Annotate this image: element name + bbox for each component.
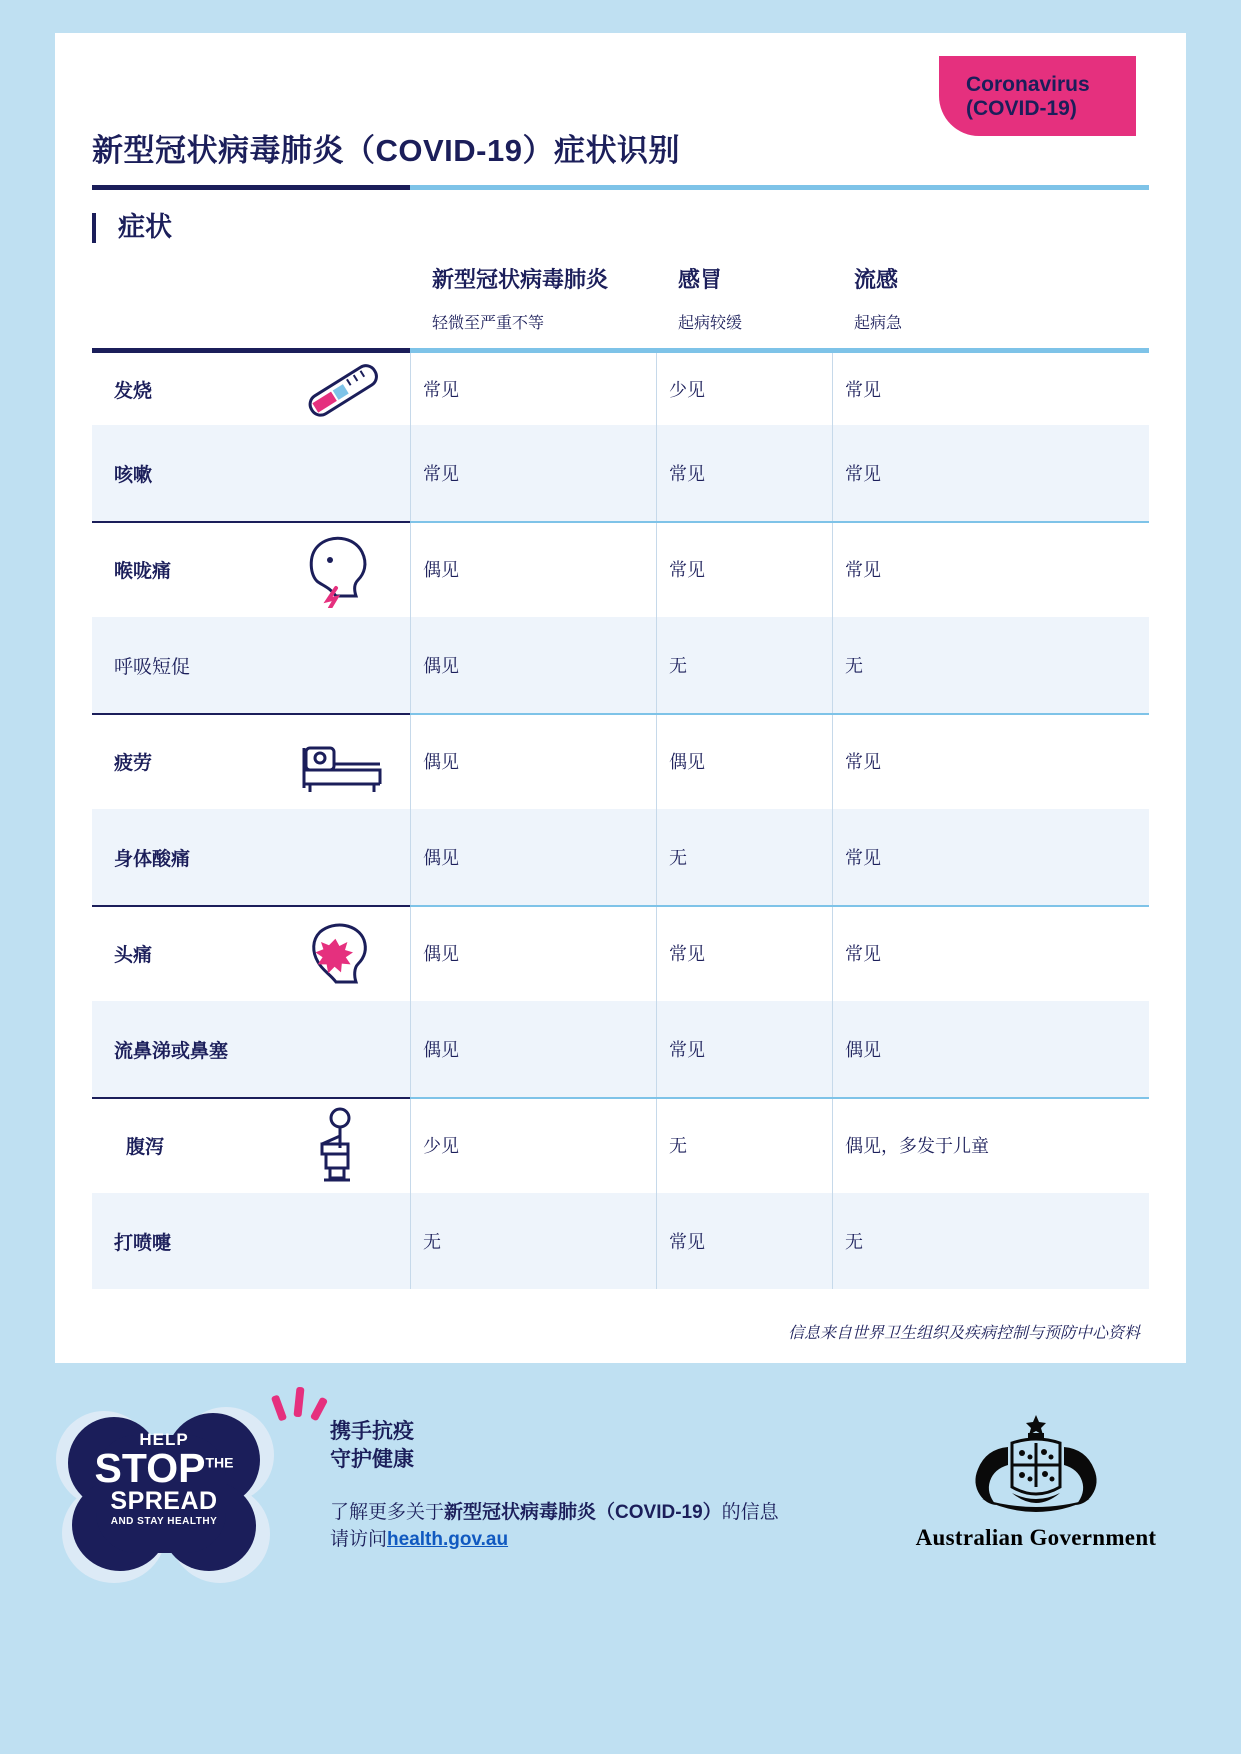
- poster-card: [55, 33, 1186, 1363]
- row-value-cold: 少见: [656, 353, 832, 425]
- header-rule-top-left: [92, 185, 410, 190]
- row-symptom-cell: [92, 1097, 410, 1193]
- row-value-covid: 无: [410, 1193, 656, 1289]
- footer-text: [330, 1418, 779, 1554]
- visit-prefix: 请访问: [330, 1529, 388, 1551]
- symptom-column-header: 症状: [92, 213, 172, 243]
- symptom-label: 腹泻: [126, 1136, 165, 1158]
- row-value-flu: 偶见，多发于儿童: [832, 1097, 1149, 1193]
- symptom-label: 喉咙痛: [114, 560, 172, 582]
- row-value-covid: 常见: [410, 353, 656, 425]
- table-row: [92, 425, 1149, 521]
- row-value-flu: 常见: [832, 425, 1149, 521]
- logo-line3: SPREAD: [110, 1487, 218, 1515]
- spark-decoration: [271, 1381, 331, 1431]
- symptom-label: 呼吸短促: [114, 656, 191, 678]
- footer-info-line2: [330, 1526, 779, 1554]
- symptom-label: 流鼻涕或鼻塞: [114, 1040, 229, 1062]
- table-row: [92, 1001, 1149, 1097]
- table-row: [92, 521, 1149, 617]
- footer-info: [330, 1499, 779, 1554]
- gov-label: Australian Government: [915, 1525, 1157, 1550]
- symptom-label: 疲劳: [114, 752, 153, 774]
- table-row: [92, 353, 1149, 425]
- row-value-cold: 常见: [656, 905, 832, 1001]
- column-header-cold: [678, 263, 742, 333]
- column-header-covid: [432, 263, 608, 333]
- column-title: 流感: [854, 267, 899, 292]
- table-row: [92, 809, 1149, 905]
- symptom-label: 打喷嚏: [114, 1232, 172, 1254]
- symptom-label: 发烧: [114, 380, 153, 402]
- poster-footer: [0, 1383, 1241, 1754]
- logo-text: [66, 1405, 262, 1580]
- row-value-cold: 常见: [656, 425, 832, 521]
- column-subtitle: 起病较缓: [678, 315, 743, 332]
- table-row: [92, 713, 1149, 809]
- row-value-covid: 偶见: [410, 905, 656, 1001]
- info-bold: 新型冠状病毒肺炎（COVID-19）: [444, 1501, 722, 1523]
- page-title: 新型冠状病毒肺炎（COVID-19）症状识别: [92, 133, 680, 168]
- logo-line2-sup: THE: [205, 1454, 234, 1471]
- row-value-cold: 无: [656, 617, 832, 713]
- symptom-label: 身体酸痛: [114, 848, 191, 870]
- row-symptom-cell: [92, 1001, 410, 1097]
- row-value-covid: 少见: [410, 1097, 656, 1193]
- row-value-flu: 常见: [832, 521, 1149, 617]
- row-symptom-cell: [92, 617, 410, 713]
- row-value-cold: 无: [656, 1097, 832, 1193]
- table-row: [92, 617, 1149, 713]
- column-header-flu: [854, 263, 902, 333]
- column-subtitle: 轻微至严重不等: [432, 315, 545, 332]
- symptom-label: 头痛: [114, 944, 153, 966]
- info-prefix: 了解更多关于: [330, 1501, 445, 1523]
- row-value-cold: 常见: [656, 1001, 832, 1097]
- row-symptom-cell: [92, 425, 410, 521]
- headache-icon: [288, 914, 392, 992]
- row-value-cold: 常见: [656, 521, 832, 617]
- row-symptom-cell: [92, 905, 410, 1001]
- row-value-covid: 偶见: [410, 713, 656, 809]
- tagline-line2: 守护健康: [330, 1448, 414, 1472]
- symptom-label: 咳嗽: [114, 464, 153, 486]
- column-title: 新型冠状病毒肺炎: [432, 267, 609, 292]
- logo-line4: AND STAY HEALTHY: [110, 1516, 218, 1527]
- logo-line2: [66, 1445, 262, 1491]
- row-value-covid: 偶见: [410, 1001, 656, 1097]
- row-value-flu: 偶见: [832, 1001, 1149, 1097]
- row-symptom-cell: [92, 353, 410, 425]
- row-value-cold: 常见: [656, 1193, 832, 1289]
- commonwealth-crest-icon: [952, 1413, 1120, 1521]
- tagline-line1: 携手抗疫: [330, 1420, 414, 1443]
- sore-throat-icon: [288, 530, 392, 608]
- tagline: [330, 1418, 779, 1475]
- australian-government-logo: [876, 1413, 1196, 1551]
- badge-line1: Coronavirus: [966, 73, 1090, 96]
- table-header: [92, 185, 1149, 353]
- row-symptom-cell: [92, 521, 410, 617]
- row-symptom-cell: [92, 713, 410, 809]
- table-row: [92, 1097, 1149, 1193]
- health-gov-au-link[interactable]: health.gov.au: [387, 1529, 509, 1551]
- row-value-cold: 无: [656, 809, 832, 905]
- row-symptom-cell: [92, 809, 410, 905]
- bed-rest-icon: [288, 722, 392, 800]
- table-row: [92, 905, 1149, 1001]
- source-note: 信息来自世界卫生组织及疾病控制与预防中心资料: [787, 1325, 1140, 1342]
- info-suffix: 的信息: [721, 1501, 779, 1523]
- column-subtitle: 起病急: [854, 315, 903, 332]
- row-value-covid: 偶见: [410, 617, 656, 713]
- row-value-covid: 偶见: [410, 521, 656, 617]
- symptom-table: [92, 185, 1149, 1289]
- table-row: [92, 1193, 1149, 1289]
- row-value-flu: 无: [832, 1193, 1149, 1289]
- footer-info-line1: [330, 1499, 779, 1527]
- diarrhoea-icon: [288, 1106, 392, 1184]
- logo-line2-text: STOP: [94, 1445, 206, 1491]
- badge-line2: (COVID-19): [966, 97, 1077, 121]
- row-value-flu: 常见: [832, 713, 1149, 809]
- row-value-flu: 无: [832, 617, 1149, 713]
- coronavirus-badge: [939, 56, 1136, 136]
- row-value-cold: 偶见: [656, 713, 832, 809]
- row-value-flu: 常见: [832, 905, 1149, 1001]
- row-symptom-cell: [92, 1193, 410, 1289]
- row-value-covid: 偶见: [410, 809, 656, 905]
- thermometer-icon: [288, 350, 392, 428]
- row-value-covid: 常见: [410, 425, 656, 521]
- logo-line1: HELP: [139, 1430, 189, 1449]
- row-value-flu: 常见: [832, 353, 1149, 425]
- row-value-flu: 常见: [832, 809, 1149, 905]
- header-rule-top-right: [410, 185, 1149, 190]
- column-title: 感冒: [678, 267, 723, 292]
- help-stop-spread-logo: [66, 1405, 262, 1580]
